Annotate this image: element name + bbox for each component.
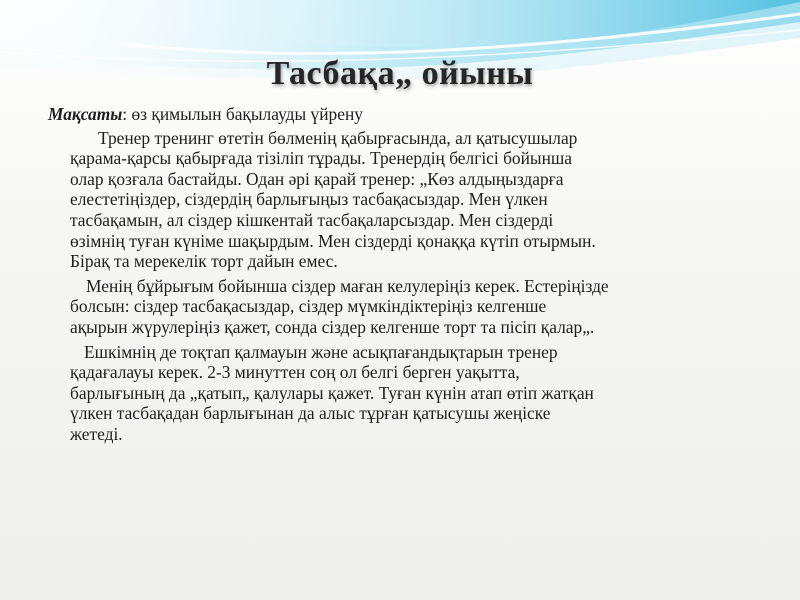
paragraph-line: елестетіңіздер, сіздердің барлығыңыз тасбақасыздар. Мен үлкен	[70, 189, 548, 210]
paragraph-line: өзімнің туған күніме шақырдым. Мен сіздерді қонаққа күтіп отырмын.	[70, 230, 596, 251]
paragraph-line: тасбақамын, ал сіздер кішкентай тасбақаларсыздар. Мен сіздерді	[70, 209, 554, 230]
paragraph-line: Ешкімнің де тоқтап қалмауын және асықпағандықтарын тренер	[84, 341, 558, 362]
paragraph-line: үлкен тасбақадан барлығынан да алыс тұрған қатысушы жеңіске	[70, 403, 551, 424]
goal-label: Мақсаты	[48, 104, 123, 124]
paragraph-line: қарама-қарсы қабырғада тізіліп тұрады. Тренердің белгісі бойынша	[70, 148, 573, 169]
paragraph-3	[48, 342, 760, 445]
paragraph-2	[48, 276, 760, 338]
paragraph-line: Тренер тренинг өтетін бөлменің қабырғасында, ал қатысушылар	[98, 127, 578, 148]
paragraph-line: ақырын жүрулеріңіз қажет, сонда сіздер келгенше торт та пісіп қалар„.	[70, 316, 595, 337]
paragraph-line: барлығының да „қатып„ қалулары қажет. Туған күнін атап өтіп жатқан	[70, 382, 594, 403]
paragraph-line: Бірақ та мерекелік торт дайын емес.	[70, 251, 338, 272]
paragraph-1	[48, 128, 760, 272]
paragraph-line: Менің бұйрығым бойынша сіздер маған келулеріңіз керек. Естеріңізде	[86, 275, 609, 296]
paragraph-line: қадағалауы керек. 2-3 минуттен соң ол белгі берген уақытта,	[70, 362, 520, 383]
goal-text: : өз қимылын бақылауды үйрену	[122, 104, 363, 124]
paragraph-line: олар қозғала бастайды. Одан әрі қарай тренер: „Көз алдыңыздарға	[70, 168, 564, 189]
paragraph-line: жетеді.	[70, 423, 123, 444]
slide-title: Тасбақа„ ойыны	[266, 55, 534, 92]
paragraph-line: болсын: сіздер тасбақасыздар, сіздер мүмкіндіктеріңіз келгенше	[70, 296, 547, 317]
slide-body	[48, 104, 760, 445]
goal-line	[48, 104, 760, 125]
